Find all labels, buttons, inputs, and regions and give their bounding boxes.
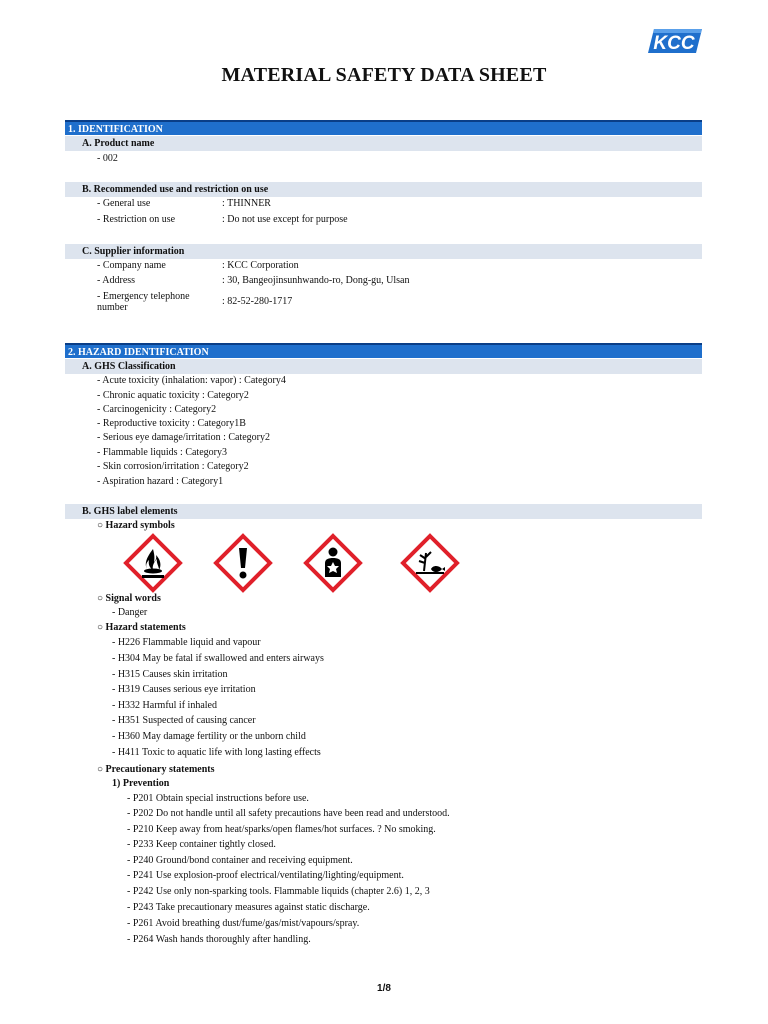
kcc-logo	[648, 27, 702, 55]
phone-value: : 82-52-280-1717	[222, 296, 293, 307]
classification-item: - Aspiration hazard : Category1	[97, 476, 224, 487]
hazard-statement: - H360 May damage fertility or the unborn child	[112, 731, 306, 742]
flame-pictogram-icon	[123, 533, 183, 593]
hazard-statement: - H319 Causes serious eye irritation	[112, 684, 256, 695]
exclamation-pictogram-icon	[213, 533, 273, 593]
classification-item: - Serious eye damage/irritation : Category2	[97, 432, 271, 443]
prevention-item: - P210 Keep away from heat/sparks/open flames/hot surfaces. ? No smoking.	[127, 824, 436, 835]
prevention-item: - P233 Keep container tightly closed.	[127, 839, 276, 850]
page-number: 1/8	[377, 983, 391, 994]
company-value: : KCC Corporation	[222, 260, 299, 271]
section-hazard-header: 2. HAZARD IDENTIFICATION	[65, 343, 702, 358]
hazard-symbols-heading: ○ Hazard symbols	[97, 520, 175, 531]
classification-item: - Acute toxicity (inhalation: vapor) : Category4	[97, 375, 286, 386]
signal-words-heading: ○ Signal words	[97, 593, 161, 604]
prevention-item: - P241 Use explosion-proof electrical/ventilating/lighting/equipment.	[127, 870, 404, 881]
hazard-statement: - H411 Toxic to aquatic life with long lasting effects	[112, 747, 321, 758]
product-name-header: A. Product name	[65, 136, 702, 151]
hazard-statement: - H315 Causes skin irritation	[112, 669, 228, 680]
address-label: - Address	[97, 275, 136, 286]
address-value: : 30, Bangeojinsunhwando-ro, Dong-gu, Ulsan	[222, 275, 410, 286]
phone-label-line2: number	[97, 302, 128, 313]
hazard-statement: - H332 Harmful if inhaled	[112, 700, 217, 711]
classification-item: - Reproductive toxicity : Category1B	[97, 418, 246, 429]
prevention-item: - P261 Avoid breathing dust/fume/gas/mist/vapours/spray.	[127, 918, 360, 929]
svg-text:KCC: KCC	[653, 33, 695, 54]
prevention-item: - P240 Ground/bond container and receiving equipment.	[127, 855, 353, 866]
classification-item: - Flammable liquids : Category3	[97, 447, 227, 458]
precautionary-heading: ○ Precautionary statements	[97, 764, 215, 775]
product-name: - 002	[97, 153, 118, 164]
prevention-item: - P242 Use only non-sparking tools. Flammable liquids (chapter 2.6) 1, 2, 3	[127, 886, 430, 897]
general-use-value: : THINNER	[222, 198, 271, 209]
hazard-statement: - H226 Flammable liquid and vapour	[112, 637, 261, 648]
hazard-statement: - H351 Suspected of causing cancer	[112, 715, 256, 726]
classification-item: - Skin corrosion/irritation : Category2	[97, 461, 249, 472]
classification-item: - Carcinogenicity : Category2	[97, 404, 217, 415]
document-title: MATERIAL SAFETY DATA SHEET	[221, 64, 547, 86]
environment-pictogram-icon	[400, 533, 460, 593]
company-label: - Company name	[97, 260, 166, 271]
hazard-statements-heading: ○ Hazard statements	[97, 622, 186, 633]
ghs-label-elements-header: B. GHS label elements	[65, 504, 702, 519]
classification-item: - Chronic aquatic toxicity : Category2	[97, 390, 249, 401]
restriction-label: - Restriction on use	[97, 214, 176, 225]
prevention-item: - P264 Wash hands thoroughly after handling.	[127, 934, 311, 945]
prevention-item: - P201 Obtain special instructions before use.	[127, 793, 309, 804]
recommended-use-header: B. Recommended use and restriction on use	[65, 182, 702, 197]
health-hazard-pictogram-icon	[303, 533, 363, 593]
hazard-statement: - H304 May be fatal if swallowed and enters airways	[112, 653, 324, 664]
prevention-heading: 1) Prevention	[112, 778, 170, 789]
prevention-item: - P243 Take precautionary measures against static discharge.	[127, 902, 370, 913]
phone-label-line1: - Emergency telephone	[97, 291, 190, 302]
supplier-header: C. Supplier information	[65, 244, 702, 259]
restriction-value: : Do not use except for purpose	[222, 214, 348, 225]
prevention-item: - P202 Do not handle until all safety precautions have been read and understood.	[127, 808, 450, 819]
ghs-classification-header: A. GHS Classification	[65, 359, 702, 374]
general-use-label: - General use	[97, 198, 151, 209]
signal-word: - Danger	[112, 607, 148, 618]
section-identification-header: 1. IDENTIFICATION	[65, 120, 702, 135]
